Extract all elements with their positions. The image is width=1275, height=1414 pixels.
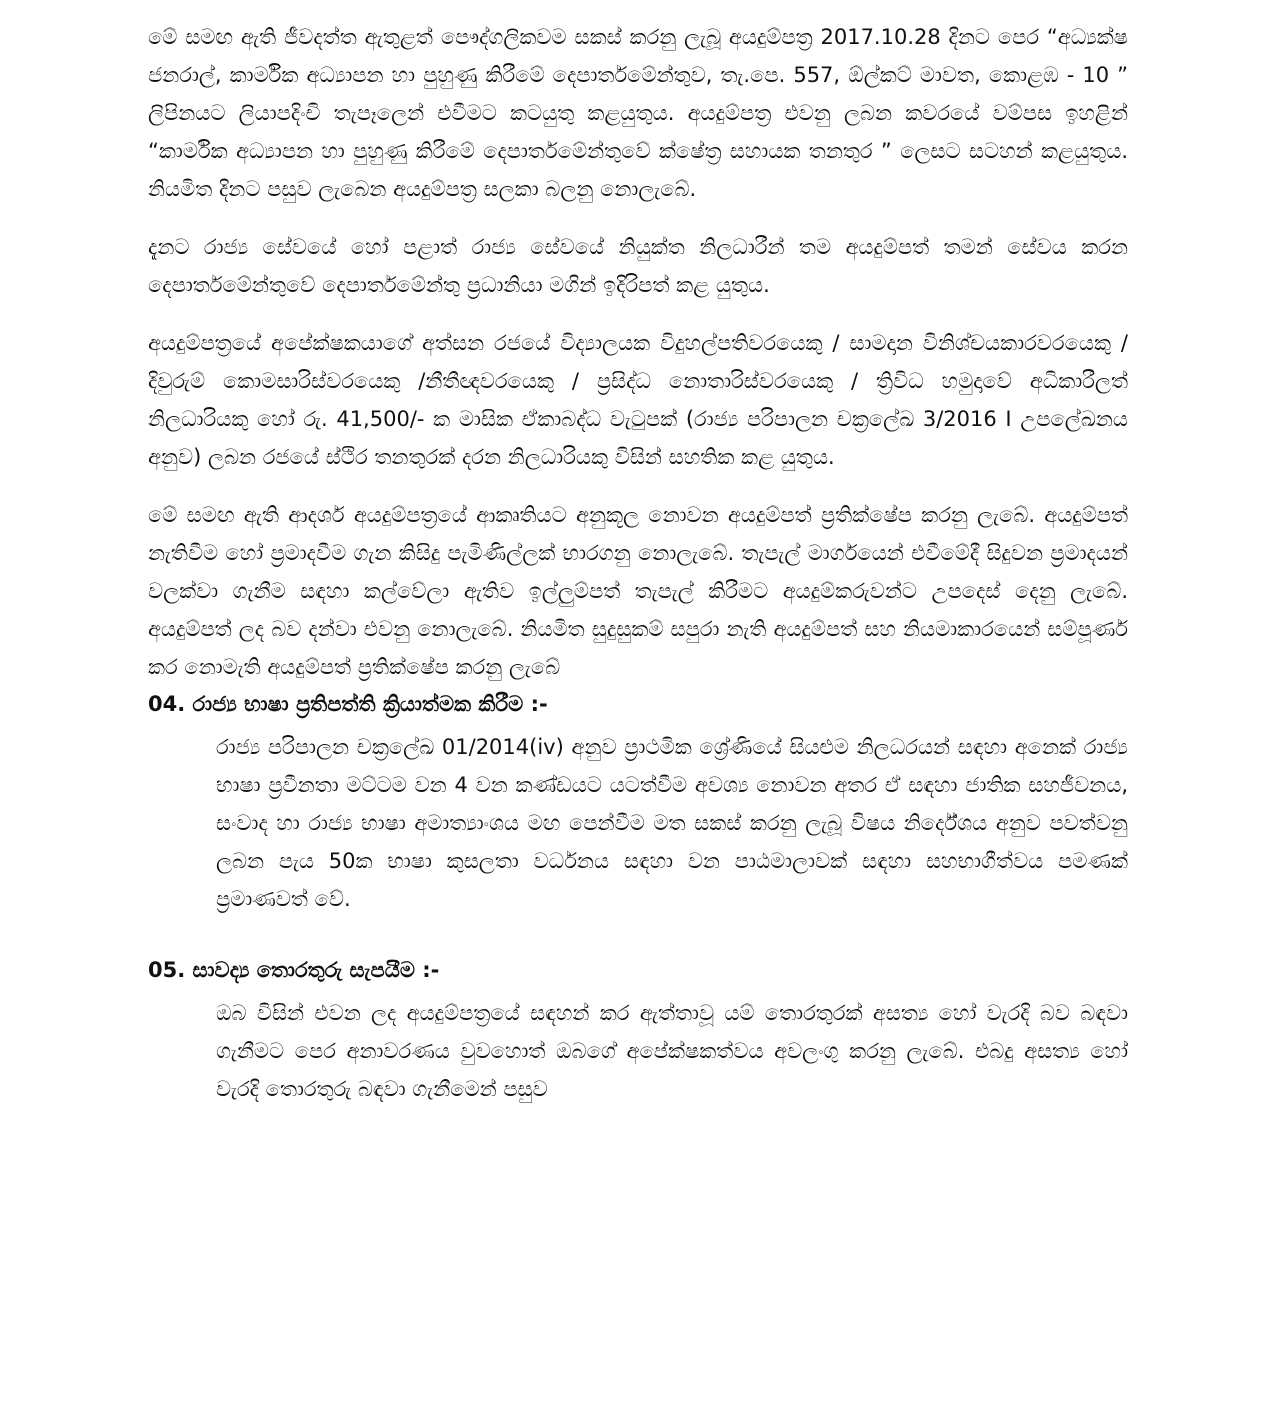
paragraph-signature-certification: අයදුම්පත්‍රයේ අපේක්ෂකයාගේ අත්සන රජයේ විද්‍යාලයක විදුහල්පතිවරයෙකු / සාමදාන විනිශ්චයකාරවරයෙකු / දිවුරුම් කොමසාරිස්වරයෙකු /නීතීඥවරයෙකු / ප්‍රසිද්ධ නොතාරිස්වරයෙකු / ත්‍රිවිධ හමුදාවේ අධිකාරීලත් නිලධාරියකු හෝ රු. 41,500/- ක මාසික ඒකාබද්ධ වැටුපක් (රාජ්‍ය පරිපාලන චක්‍රලේඛ 3/2016 I උපලේඛනය අනුව) ලබන රජයේ ස්ථිර තනතුරක් දරන නිලධාරියකු විසින් සහතික කළ යුතුය. (148, 331, 1128, 469)
section-5-body: ඔබ විසින් එවන ලද අයදුම්පත්‍රයේ සඳහන් කර ඇත්තාවූ යම් තොරතුරක් අසත්‍ය හෝ වැරදි බව බඳවා ගැනීමට පෙර අනාවරණය වුවහොත් ඔබගේ අපේක්ෂකත්වය අවලංගු කරනු ලැබේ. එබදු අසත්‍ය හෝ වැරදි තොරතුරු බඳවා ගැනීමෙන් පසුව (216, 1001, 1128, 1101)
section-4-body: රාජ්‍ය පරිපාලන චක්‍රලේඛ 01/2014(iv) අනුව ප්‍රාථමික ශ්‍රේණියේ සියළුම නිලධරයන් සඳහා අනෙක් රාජ්‍ය භාෂා ප්‍රවීනතා මට්ටම වන 4 වන කණ්ඩයට යටත්වීම අවශ්‍ය නොවන අතර ඒ සඳහා ජාතික සහජීවනය, සංවාද හා රාජ්‍ය භාෂා අමාත්‍යාංශය මඟ පෙන්වීම මත සකස් කරනු ලැබූ විෂය නිර්දේශය අනුව පවත්වනු ලබන පැය 50ක භාෂා කුසලතා වර්ධනය සඳහා වන පාඨමාලාවක් සඳහා සහභාගීත්වය පමණක් ප්‍රමාණවත් වේ. (216, 735, 1128, 911)
section-5-body-container (148, 994, 1128, 1108)
paragraph-rejection-rules: මේ සමඟ ඇති ආදර්ශ අයදුම්පත්‍රයේ ආකෘතියට අනුකූල නොවන අයදුම්පත් ප්‍රතික්ෂේප කරනු ලැබේ. අයදුම්පත් නැතිවීම හෝ ප්‍රමාදවීම ගැන කිසිදු පැමිණිල්ලක් භාරගනු නොලැබේ. තැපැල් මාර්ගයෙන් එවීමේදී සිදුවන ප්‍රමාදයන් වලක්වා ගැනීම සඳහා කල්වේලා ඇතිව ඉල්ලුම්පත් තැපැල් කිරීමට අයදුම්කරුවන්ට උපදෙස් දෙනු ලැබේ. අයදුම්පත් ලද බව දන්වා එවනු නොලැබේ. නියමිත සුදුසුකම් සපුරා නැති අයදුම්පත් සහ නියමාකාරයෙන් සම්පූර්ණ කර නොමැති අයදුම්පත් ප්‍රතික්ෂේප කරනු ලැබේ (148, 503, 1128, 679)
section-4-body-container (148, 728, 1128, 918)
paragraph-application-submission: මේ සමඟ ඇති ජීවදත්ත ඇතුළත් පෞද්ගලිකවම සකස් කරනු ලැබූ අයදුම්පත්‍ර 2017.10.28 දිනට පෙර “අධ්‍යක්ෂ ජනරාල්, කාර්මික අධ්‍යාපන හා පුහුණු කිරීමේ දෙපාර්තමේන්තුව, තැ.පෙ. 557, ඕල්කට් මාවත, කොළඹ - 10 ” ලිපිනයට ලියාපදිංචි තැපෑලෙන් එවීමට කටයුතු කළයුතුය. අයදුම්පත්‍ර එවනු ලබන කවරයේ වම්පස ඉහළින් “කාර්මික අධ්‍යාපන හා පුහුණු කිරීමේ දෙපාර්තමේන්තුවේ ක්ෂේත්‍ර සහායක තනතුර ” ලෙසට සටහන් කළයුතුය. නියමිත දිනට පසුව ලැබෙන අයදුම්පත්‍ර සලකා බලනු නොලැබේ. (148, 25, 1128, 201)
paragraph-serving-officers: දැනට රාජ්‍ය සේවයේ හෝ පළාත් රාජ්‍ය සේවයේ නියුක්ත නිලධාරීන් තම අයදුම්පත් තමන් සේවය කරන දෙපාර්තමේන්තුවේ දෙපාර්තමේන්තු ප්‍රධානියා මගින් ඉදිරිපත් කළ යුතුය. (148, 235, 1128, 297)
section-4 (148, 686, 1128, 918)
section-5 (148, 952, 1128, 1108)
section-5-heading: 05. සාවද්‍ය තොරතුරු සැපයීම :- (148, 958, 440, 982)
section-4-heading: 04. රාජ්‍ය භාෂා ප්‍රතිපත්ති ක්‍රියාත්මක කිරීම :- (148, 692, 548, 716)
document-page (148, 18, 1128, 1108)
